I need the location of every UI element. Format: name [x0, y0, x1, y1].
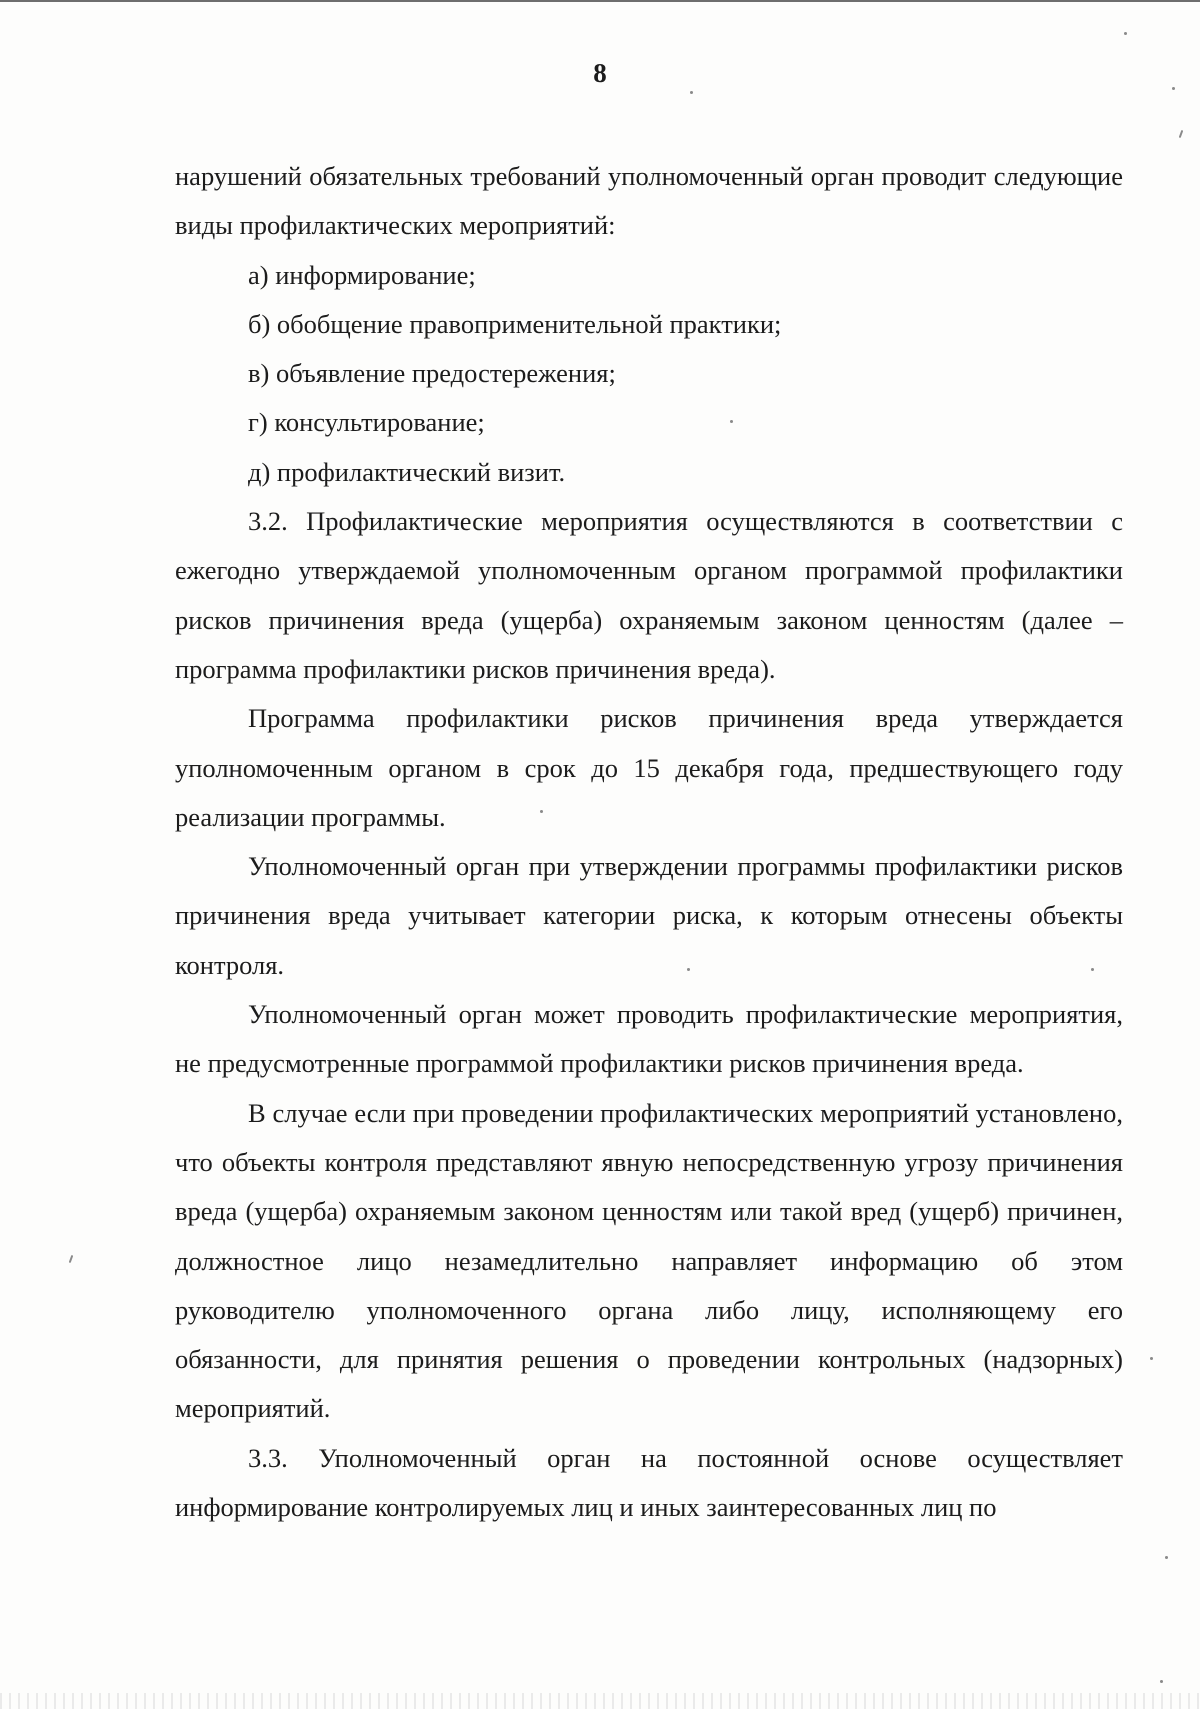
section-number-3-2: 3.2. — [248, 506, 288, 537]
list-item-warning: в) объявление предостережения; — [248, 358, 616, 389]
paragraph-risk-categories: Уполномоченный орган при утверждении программы профилактики рисков причинения вреда учитывает категории риска, к которым отнесены объекты контроля. — [175, 851, 1123, 980]
paragraph-3-3 — [175, 1434, 1123, 1533]
list-item-preventive-visit: д) профилактический визит. — [248, 456, 566, 487]
list-item-consulting: г) консультирование; — [248, 407, 485, 438]
scan-speck — [1150, 1357, 1153, 1360]
scan-speck — [690, 91, 693, 94]
scan-speck — [1091, 968, 1094, 971]
paragraph-program-approval: Программа профилактики рисков причинения вреда утверждается уполномоченным органом в срок до 15 декабря года, предшествующего году реализации программы. — [175, 703, 1123, 832]
section-number-3-3: 3.3. — [248, 1442, 288, 1473]
top-edge-rule — [0, 0, 1200, 2]
paragraph-3-2 — [175, 497, 1123, 694]
paragraph-3-2-text: Профилактические мероприятия осуществляются в соответствии с ежегодно утверждаемой уполномоченным органом программой профилактики рисков причинения вреда (ущерба) охраняемым законом ценностям (далее – программа профилактики рисков причинения вреда). — [175, 506, 1123, 684]
scan-bottom-edge — [0, 1693, 1200, 1709]
scan-speck — [1160, 1680, 1163, 1683]
scan-speck — [540, 810, 543, 813]
list-item-informing: а) информирование; — [248, 259, 476, 290]
scan-speck — [1172, 87, 1175, 90]
list-item-generalization: б) обобщение правоприменительной практики; — [248, 308, 782, 339]
scan-speck — [730, 420, 733, 423]
paragraph-3-3-text: Уполномоченный орган на постоянной основе осуществляет информирование контролируемых лиц и иных заинтересованных лиц по — [175, 1442, 1123, 1523]
scan-speck — [1179, 130, 1184, 138]
scan-speck — [1124, 32, 1127, 35]
document-body — [175, 152, 1123, 1532]
page-number: 8 — [593, 58, 607, 88]
paragraph-unplanned-measures: Уполномоченный орган может проводить профилактические мероприятия, не предусмотренные программой профилактики рисков причинения вреда. — [175, 999, 1123, 1079]
paragraph-direct-threat: В случае если при проведении профилактических мероприятий установлено, что объекты контроля представляют явную непосредственную угрозу причинения вреда (ущерба) охраняемым законом ценностям или такой вред (ущерб) причинен, должностное лицо незамедлительно направляет информацию об этом руководителю уполномоченного органа либо лицу, исполняющему его обязанности, для принятия решения о проведении контрольных (надзорных) мероприятий. — [175, 1097, 1123, 1424]
paragraph-intro: нарушений обязательных требований уполномоченный орган проводит следующие виды профилактических мероприятий: — [175, 161, 1123, 241]
scan-speck — [687, 968, 690, 971]
scan-speck — [69, 1255, 74, 1263]
scan-speck — [1165, 1556, 1168, 1559]
